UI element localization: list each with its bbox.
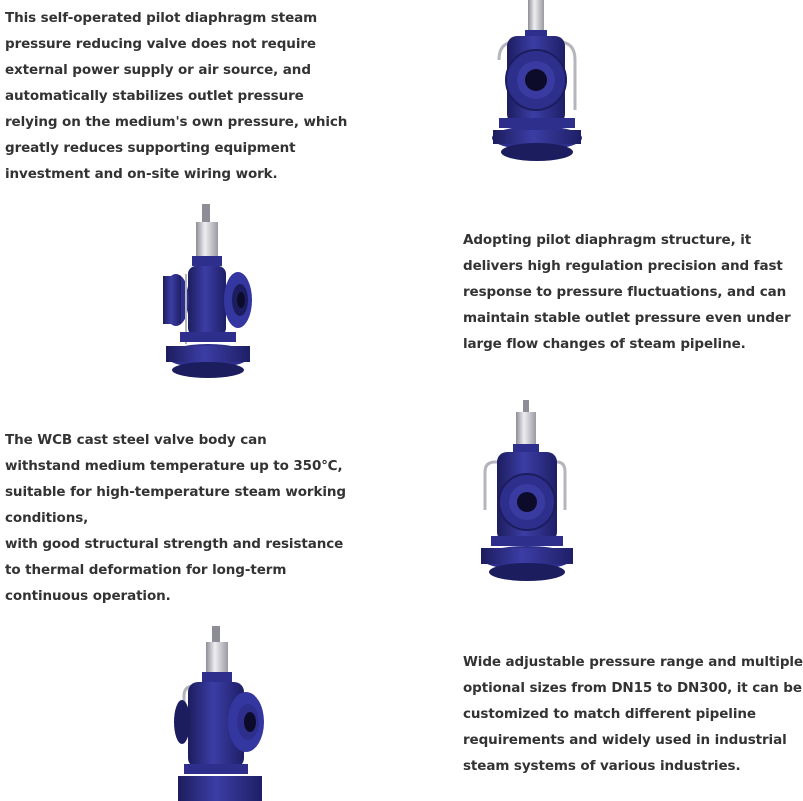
section-1-text <box>5 5 347 187</box>
section-3-line: withstand medium temperature up to 350℃, <box>5 458 343 474</box>
section-3-line: The WCB cast steel valve body can <box>5 432 267 448</box>
section-3-line: with good structural strength and resistance <box>5 536 344 552</box>
section-1-line: automatically stabilizes outlet pressure <box>5 88 304 104</box>
valve-front-view-image <box>477 400 577 582</box>
section-2-line: large flow changes of steam pipeline. <box>463 336 746 352</box>
section-3-text <box>5 427 346 609</box>
section-1-line: external power supply or air source, and <box>5 62 311 78</box>
section-4-line: customized to match different pipeline <box>463 706 756 722</box>
section-4-line: optional sizes from DN15 to DN300, it can be <box>463 680 802 696</box>
section-4-text <box>463 649 803 779</box>
section-1-line: greatly reduces supporting equipment <box>5 140 296 156</box>
valve-front-view-image <box>485 0 590 162</box>
section-1-line: pressure reducing valve does not require <box>5 36 316 52</box>
section-2-line: delivers high regulation precision and fast <box>463 258 783 274</box>
section-2-text <box>463 227 791 357</box>
section-1-line: relying on the medium's own pressure, which <box>5 114 348 130</box>
section-4-line: steam systems of various industries. <box>463 758 741 774</box>
valve-side-view-image <box>172 626 268 801</box>
section-3-line: continuous operation. <box>5 588 171 604</box>
section-4-line: Wide adjustable pressure range and multiple <box>463 654 803 670</box>
section-3-line: conditions, <box>5 510 89 526</box>
section-2-line: maintain stable outlet pressure even under <box>463 310 791 326</box>
section-1-line: investment and on-site wiring work. <box>5 166 278 182</box>
section-1-line: This self-operated pilot diaphragm steam <box>5 10 318 26</box>
valve-side-view-image <box>160 204 256 382</box>
section-4-line: requirements and widely used in industrial <box>463 732 787 748</box>
section-2-line: Adopting pilot diaphragm structure, it <box>463 232 752 248</box>
section-2-line: response to pressure fluctuations, and can <box>463 284 787 300</box>
section-3-line: suitable for high-temperature steam working <box>5 484 346 500</box>
section-3-line: to thermal deformation for long-term <box>5 562 287 578</box>
